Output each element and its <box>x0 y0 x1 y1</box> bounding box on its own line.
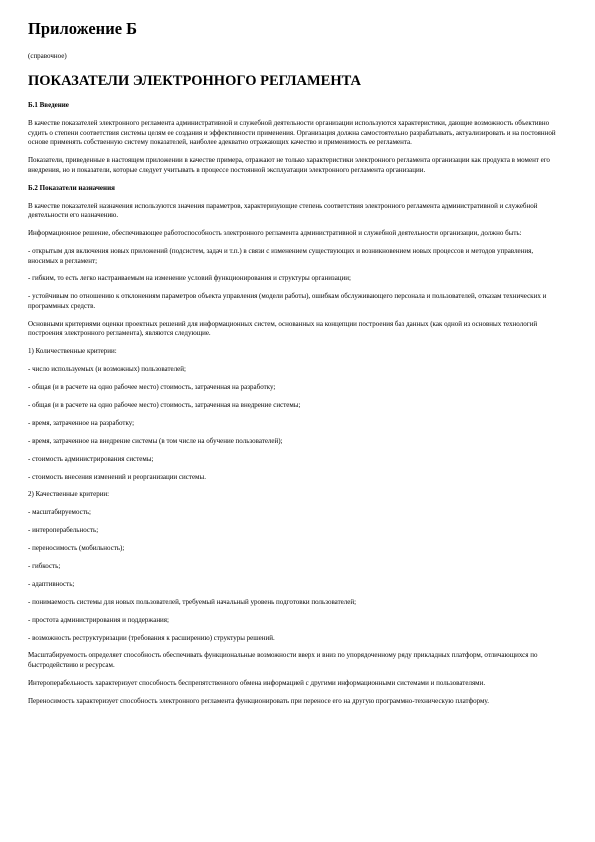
list-item: - общая (и в расчете на одно рабочее место) стоимость, затраченная на разработку; <box>28 383 276 392</box>
list-item: - стоимость администрирования системы; <box>28 454 154 463</box>
paragraph: В качестве показателей назначения используются значения параметров, характеризующие степень соответствия электронного регламента административной и служебной деятельности его назначению. <box>28 201 538 220</box>
section-heading-purpose: Б.2 Показатели назначения <box>28 183 115 192</box>
criteria-heading: 1) Количественные критерии: <box>28 347 117 356</box>
list-item: - устойчивым по отношению к отклонениям параметров объекта управления (модели работы), ошибкам обслуживающего персонала и пользователей, отказам технических и программных средств. <box>28 292 547 310</box>
paragraph: Основными критериями оценки проектных решений для информационных систем, основанных на концепции построения баз данных (как одной из основных технологий построения электронного регламента), являются следующие. <box>28 319 538 338</box>
main-title: ПОКАЗАТЕЛИ ЭЛЕКТРОННОГО РЕГЛАМЕНТА <box>28 73 362 89</box>
paragraph: Информационное решение, обеспечивающее работоспособность электронного регламента административной и служебной деятельности организации, должно быть: <box>28 229 522 238</box>
paragraph: Переносимость характеризует способность электронного регламента функционировать при переносе его на другую программно-техническую платформу. <box>28 696 489 705</box>
list-item: - стоимость внесения изменений и реорганизации системы. <box>28 472 206 481</box>
criteria-heading: 2) Качественные критерии: <box>28 490 110 499</box>
paragraph: Показатели, приведенные в настоящем приложении в качестве примера, отражают не только характеристики электронного регламента организации как продукта в момент его внедрения, но и показатели, которые следует учитывать в процессе постоянной эксплуатации электронного регламента организации. <box>28 156 550 174</box>
list-item: - общая (и в расчете на одно рабочее место) стоимость, затраченная на внедрение системы; <box>28 400 301 409</box>
list-item: - открытым для включения новых приложений (подсистем, задач и т.п.) в связи с изменением существующих и возникновением новых процессов и методов управления, вносимых в регламент; <box>28 246 534 265</box>
list-item: - число используемых (и возможных) пользователей; <box>28 365 186 374</box>
list-item: - возможность реструктуризации (требования к расширению) структуры решений. <box>28 633 275 642</box>
list-item: - время, затраченное на внедрение системы (в том числе на обучение пользователей); <box>28 436 283 445</box>
section-heading-intro: Б.1 Введение <box>28 101 69 109</box>
paragraph: Интероперабельность характеризует способность беспрепятственного обмена информацией с другими информационными системами и пользователями. <box>28 678 486 687</box>
list-item: - время, затраченное на разработку; <box>28 418 135 427</box>
appendix-title: Приложение Б <box>28 19 138 38</box>
list-item: - понимаемость системы для новых пользователей, требуемый начальный уровень подготовки пользователей; <box>28 597 357 606</box>
paragraph: Масштабируемость определяет способность обеспечивать функциональные возможности вверх и вниз по упорядоченному ряду прикладных платформ, отличающихся по быстродействию и ресурсам. <box>28 651 538 670</box>
list-item: - гибким, то есть легко настраиваемым на изменение условий функционирования и структуры организации; <box>28 274 351 283</box>
list-item: - масштабируемость; <box>28 508 91 517</box>
list-item: - адаптивность; <box>28 579 75 588</box>
paragraph: В качестве показателей электронного регламента административной и служебной деятельности организации используются характеристики, дающие возможность объективно судить о степени соответствия системы целям ее создания и эффективности применения. Организация должна самостоятельно разрабатывать, актуализировать и на постоянной основе применять собственную систему показателей, наиболее адекватно отражающих качество и применимость ее регламента. <box>28 119 556 147</box>
list-item: - интероперабельность; <box>28 526 99 535</box>
list-item: - переносимость (мобильность); <box>28 544 125 553</box>
list-item: - гибкость; <box>28 561 61 570</box>
appendix-note: (справочное) <box>28 52 67 60</box>
list-item: - простота администрирования и поддержания; <box>28 615 169 624</box>
